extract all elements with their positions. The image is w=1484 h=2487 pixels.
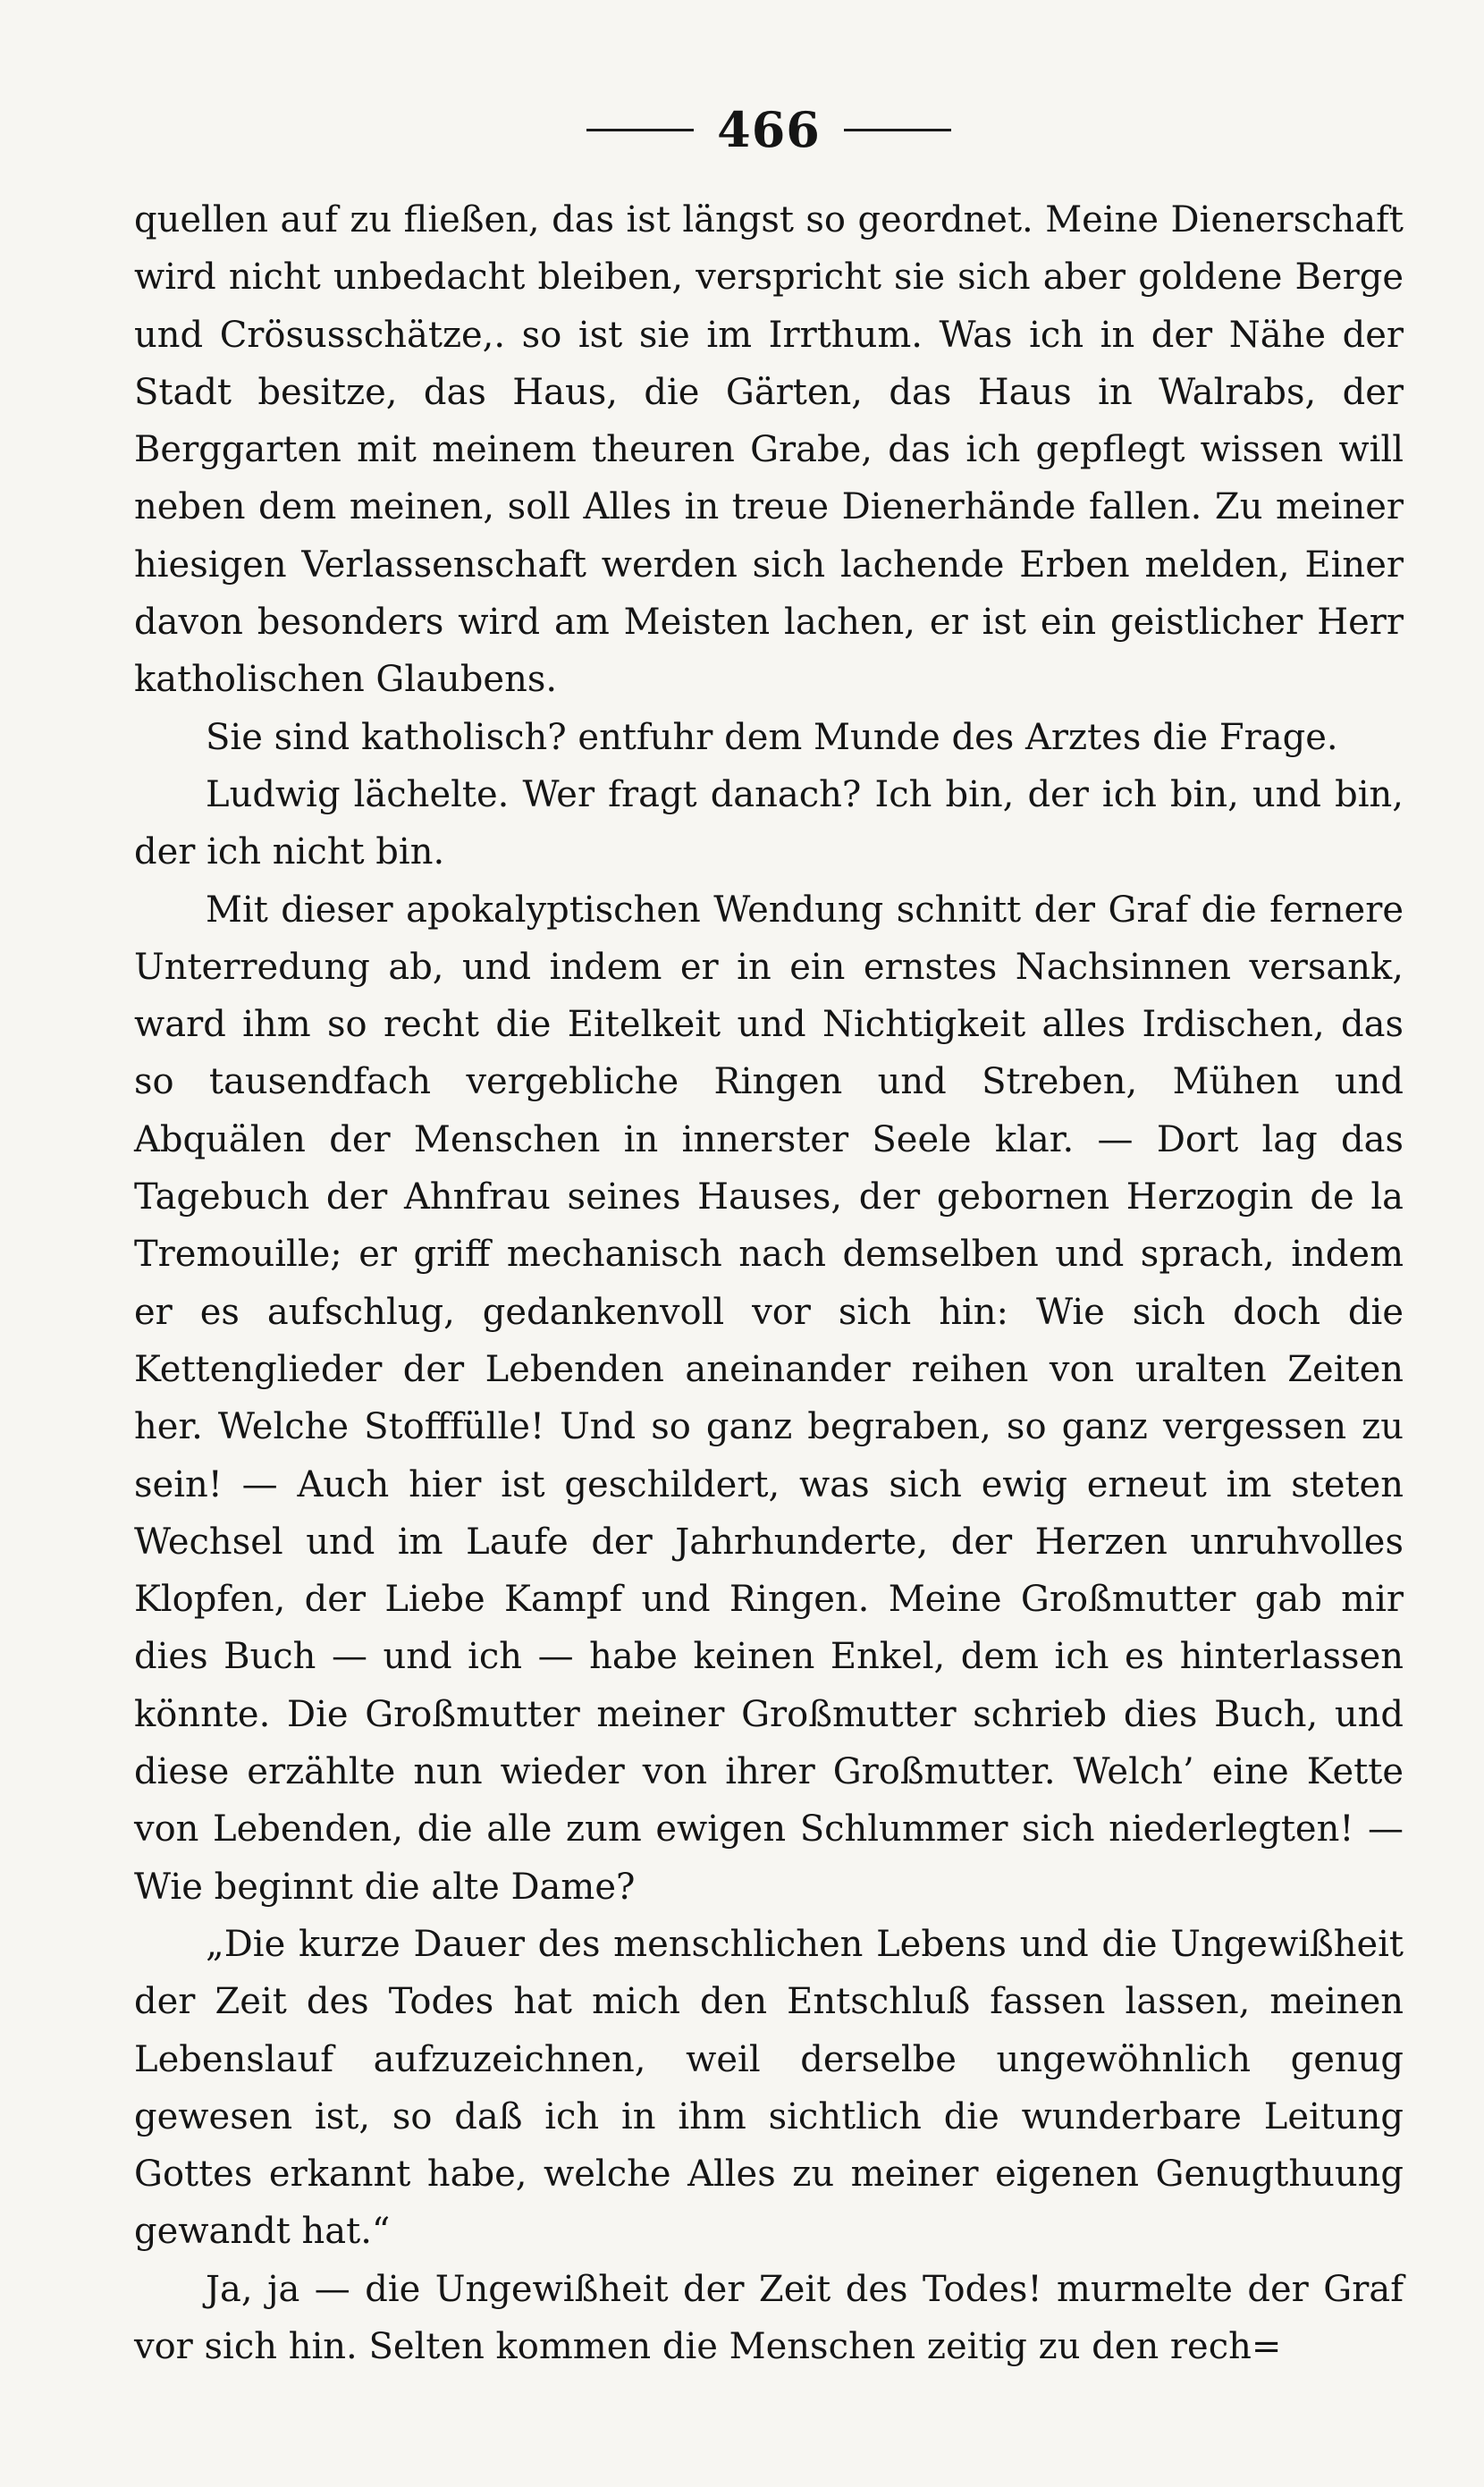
paragraph-4: Mit dieser apokalyptischen Wendung schnitt der Graf die fernere Unterredung ab, und indem er in ein ernstes Nachsinnen versank, ward ihm so recht die Eitelkeit und Nichtigkeit alles Irdischen, das so tausendfach vergebliche Ringen und Streben, Mühen und Abquälen der Menschen in innerster Seele klar. — Dort lag das Tagebuch der Ahnfrau seines Hauses, der gebornen Herzogin de la Tremouille; er griff mechanisch nach demselben und sprach, indem er es aufschlug, gedankenvoll vor sich hin: Wie sich doch die Kettenglieder der Lebenden aneinander reihen von uralten Zeiten her. Welche Stofffülle! Und so ganz begraben, so ganz vergessen zu sein! — Auch hier ist geschildert, was sich ewig erneut im steten Wechsel und im Laufe der Jahrhunderte, der Herzen unruhvolles Klopfen, der Liebe Kampf und Ringen. Meine Großmutter gab mir dies Buch — und ich — habe keinen Enkel, dem ich es hinterlassen könnte. Die Großmutter meiner Großmutter schrieb dies Buch, und diese erzählte nun wieder von ihrer Großmutter. Welch’ eine Kette von Lebenden, die alle zum ewigen Schlummer sich niederlegten! — Wie beginnt die alte Dame? bbox=[134, 889, 1404, 1908]
page-number: 466 bbox=[717, 101, 821, 158]
paragraph-3: Ludwig lächelte. Wer fragt danach? Ich bin, der ich bin, und bin, der ich nicht bin. bbox=[134, 773, 1404, 873]
header-rule-right bbox=[844, 129, 951, 131]
header-rule-left bbox=[586, 129, 694, 131]
paragraph-2: Sie sind katholisch? entfuhr dem Munde des Arztes die Frage. bbox=[206, 716, 1338, 758]
paragraph-5: „Die kurze Dauer des menschlichen Lebens und die Ungewißheit der Zeit des Todes hat mich den Entschluß fassen lassen, meinen Lebenslauf aufzuzeichnen, weil derselbe ungewöhnlich genug gewesen ist, so daß ich in ihm sichtlich die wunderbare Leitung Gottes erkannt habe, welche Alles zu meiner eigenen Genugthuung gewandt hat.“ bbox=[134, 1923, 1404, 2253]
page-header bbox=[134, 98, 1404, 161]
book-page bbox=[134, 98, 1404, 2375]
paragraph-6: Ja, ja — die Ungewißheit der Zeit des Todes! murmelte der Graf vor sich hin. Selten kommen die Menschen zeitig zu den rech= bbox=[134, 2268, 1404, 2367]
body-text bbox=[134, 191, 1404, 2375]
paragraph-1: quellen auf zu fließen, das ist längst so geordnet. Meine Dienerschaft wird nicht unbedacht bleiben, verspricht sie sich aber goldene Berge und Crösusschätze,. so ist sie im Irrthum. Was ich in der Nähe der Stadt besitze, das Haus, die Gärten, das Haus in Walrabs, der Berggarten mit meinem theuren Grabe, das ich gepflegt wissen will neben dem meinen, soll Alles in treue Dienerhände fallen. Zu meiner hiesigen Verlassenschaft werden sich lachende Erben melden, Einer davon besonders wird am Meisten lachen, er ist ein geistlicher Herr katholischen Glaubens. bbox=[134, 199, 1404, 701]
